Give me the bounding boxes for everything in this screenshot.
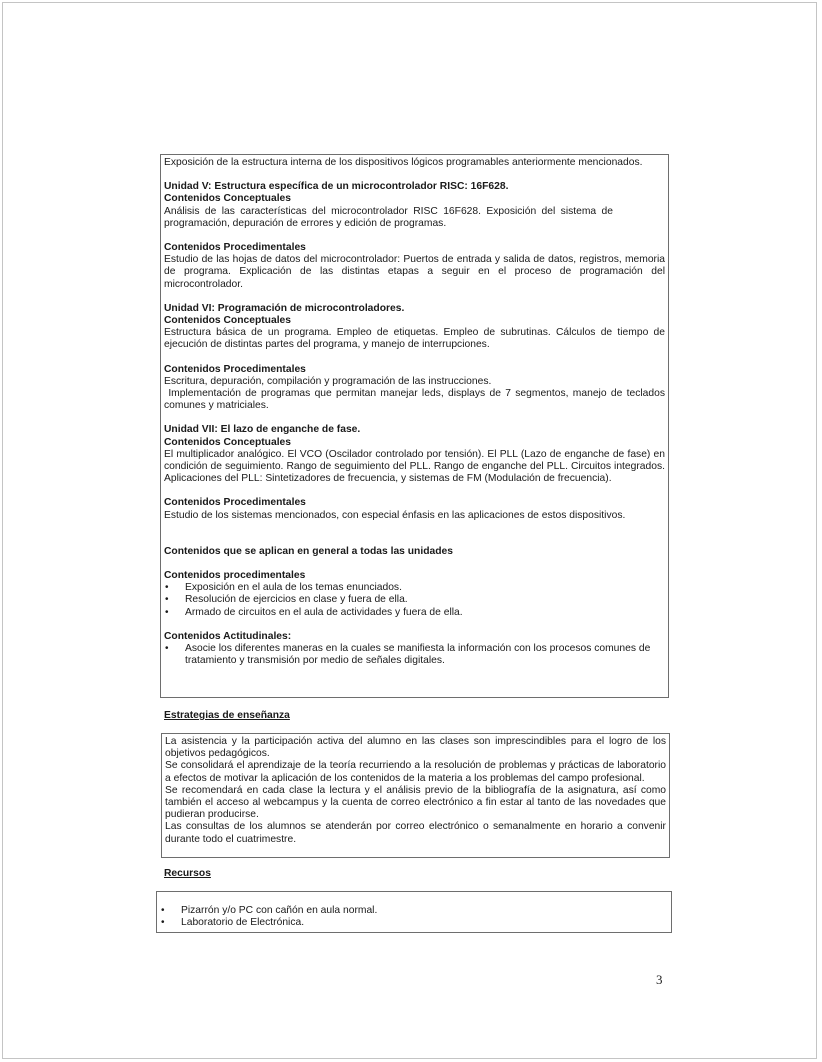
list-item: • Asocie los diferentes maneras en la cuales se manifiesta la información con los procesos comunes de tratamiento y transmisión por medio de señales digitales. <box>164 643 665 667</box>
unit-5-title: Unidad V: Estructura específica de un microcontrolador RISC: 16F628. <box>164 181 509 193</box>
general-contents-title: Contenidos que se aplican en general a todas las unidades <box>164 545 453 557</box>
list-item: • Armado de circuitos en el aula de actividades y fuera de ella. <box>164 607 665 619</box>
resources-list <box>160 905 668 929</box>
general-attitudinal-heading: Contenidos Actitudinales: <box>164 630 292 642</box>
unit-6-procedural-heading: Contenidos Procedimentales <box>164 363 306 375</box>
strategies-paragraph: Las consultas de los alumnos se atenderán por correo electrónico o semanalmente en horario a convenir durante todo el cuatrimestre. <box>165 821 666 845</box>
unit-5-conceptual-text: Análisis de las características del microcontrolador RISC 16F628. Exposición del sistema de programación, depuración de errores y edición de programas. <box>164 205 613 229</box>
intro-text: Exposición de la estructura interna de los dispositivos lógicos programables anteriormente mencionados. <box>164 157 643 168</box>
units-content-box <box>160 154 669 698</box>
general-procedural-list <box>164 582 665 619</box>
unit-7-procedural-text: Estudio de los sistemas mencionados, con especial énfasis en las aplicaciones de estos dispositivos. <box>164 509 626 521</box>
unit-7-conceptual-text: El multiplicador analógico. El VCO (Oscilador controlado por tensión). El PLL (Lazo de enganche de fase) en condición de seguimiento. Rango de seguimiento del PLL. Rango de enganche del PLL. Circuitos integrados. Aplicaciones del PLL: Sintetizadores de frecuencia, y sistemas de FM (Modulación de frecuencia). <box>164 448 665 485</box>
unit-6-title: Unidad VI: Programación de microcontroladores. <box>164 302 405 314</box>
unit-6-procedural-text-1: Escritura, depuración, compilación y programación de las instrucciones. <box>164 375 492 387</box>
page-number: 3 <box>656 972 663 987</box>
unit-6-conceptual-text: Estructura básica de un programa. Empleo de etiquetas. Empleo de subrutinas. Cálculos de tiempo de ejecución de distintas partes del programa, y manejo de interrupciones. <box>164 327 665 351</box>
unit-5-procedural-text: Estudio de las hojas de datos del microcontrolador: Puertos de entrada y salida de datos, registros, memoria de programa. Explicación de las distintas etapas a seguir en el proceso de programación del microcontrolador. <box>164 254 665 290</box>
general-procedural-heading: Contenidos procedimentales <box>164 570 306 582</box>
unit-7-procedural-heading: Contenidos Procedimentales <box>164 497 306 509</box>
resources-heading: Recursos <box>164 868 211 879</box>
strategies-paragraph: Se consolidará el aprendizaje de la teoría recurriendo a la resolución de problemas y prácticas de laboratorio a efectos de motivar la aplicación de los contenidos de la materia a los problemas del campo profesional. <box>165 760 666 784</box>
unit-6-conceptual-heading: Contenidos Conceptuales <box>164 315 292 327</box>
list-item: • Exposición en el aula de los temas enunciados. <box>164 582 665 594</box>
unit-5-conceptual-heading: Contenidos Conceptuales <box>164 193 292 205</box>
strategies-paragraph: Se recomendará en cada clase la lectura y el análisis previo de la bibliografía de la asignatura, así como también el acceso al webcampus y la cuenta de correo electrónico a fin estar al tanto de las novedades que pudieran producirse. <box>165 784 666 821</box>
unit-5-procedural-heading: Contenidos Procedimentales <box>164 242 306 254</box>
general-attitudinal-list <box>164 643 665 667</box>
unit-6-procedural-text-2: Implementación de programas que permitan manejar leds, displays de 7 segmentos, manejo de teclados comunes y matriciales. <box>164 388 668 412</box>
unit-7-title: Unidad VII: El lazo de enganche de fase. <box>164 424 361 436</box>
list-item: • Pizarrón y/o PC con cañón en aula normal. <box>160 905 668 917</box>
resources-box <box>156 891 672 933</box>
strategies-paragraph: La asistencia y la participación activa del alumno en las clases son imprescindibles para el logro de los objetivos pedagógicos. <box>165 736 666 760</box>
strategies-box <box>161 733 670 858</box>
list-item: • Resolución de ejercicios en clase y fuera de ella. <box>164 594 665 606</box>
unit-7-conceptual-heading: Contenidos Conceptuales <box>164 436 292 448</box>
strategies-heading: Estrategias de enseñanza <box>164 710 290 721</box>
list-item: • Laboratorio de Electrónica. <box>160 917 668 929</box>
